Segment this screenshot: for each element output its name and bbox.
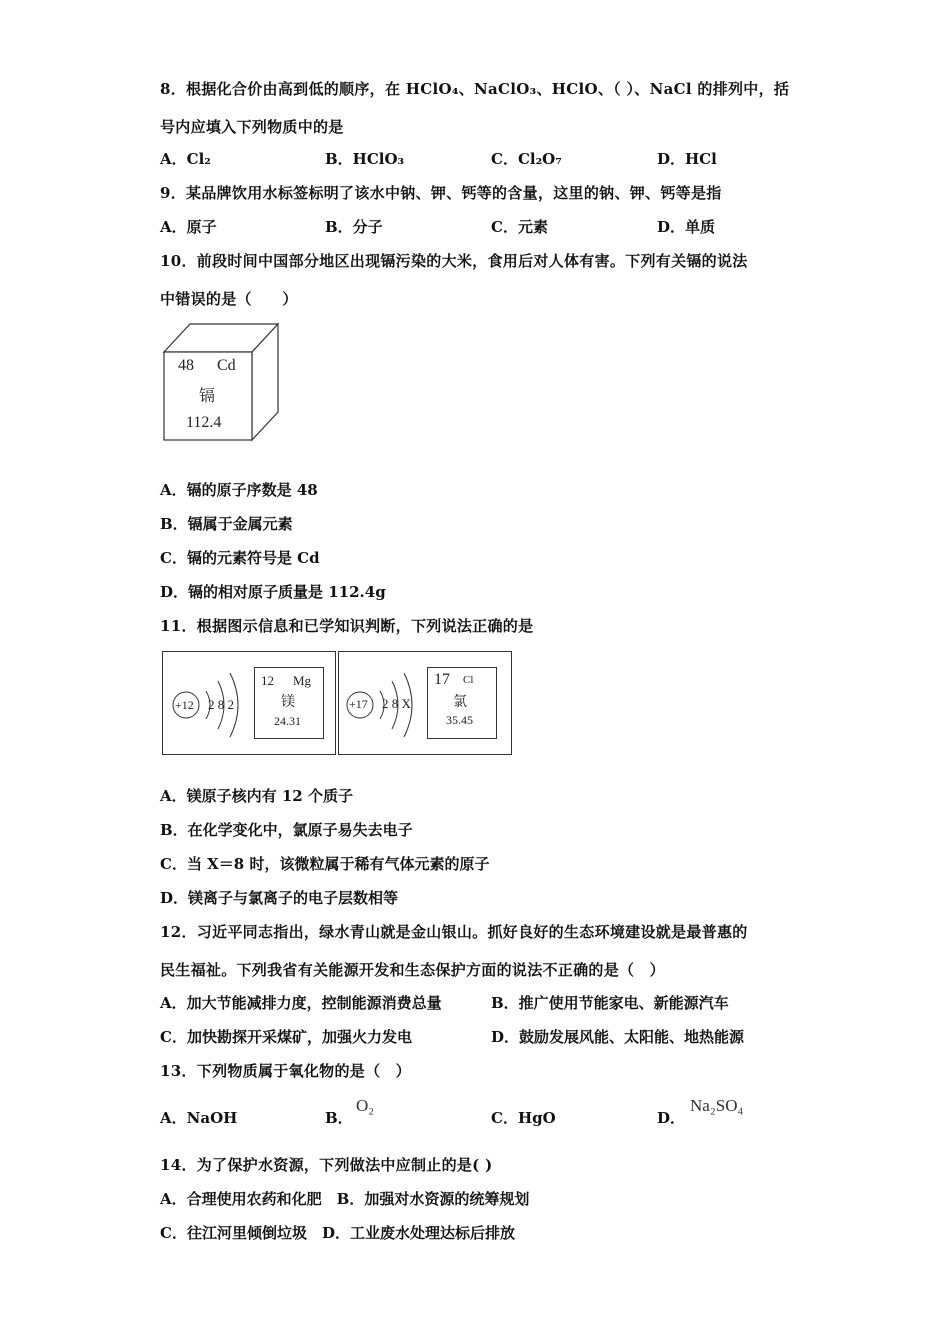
q11-option-a[interactable]: A．镁原子核内有 12 个质子 [160,787,353,805]
q11-option-d[interactable]: D．镁离子与氯离子的电子层数相等 [160,889,399,907]
q9-option-a[interactable]: A．原子 [160,218,217,236]
q10-stem-line2: 中错误的是（ ） [160,290,298,308]
mg-atomic-number: 12 [261,673,274,688]
cd-atomic-number: 48 [178,357,194,374]
cl-name: 氯 [453,695,467,710]
q10-option-d[interactable]: D．镉的相对原子质量是 112.4g [160,583,386,601]
q8-stem-line1: 8．根据化合价由高到低的顺序，在 HClO₄、NaClO₃、HClO、（ ）、NaCl 的排列中，括 [160,80,790,98]
q12-stem-line2: 民生福祉。下列我省有关能源开发和生态保护方面的说法不正确的是（ ） [160,961,665,979]
q10-stem-line1: 10．前段时间中国部分地区出现镉污染的大米，食用后对人体有害。下列有关镉的说法 [160,252,748,270]
q12-option-a[interactable]: A．加大节能减排力度，控制能源消费总量 [160,994,442,1012]
mg-nucleus-charge: +12 [175,698,194,712]
mg-name: 镁 [281,695,295,710]
q8-option-d[interactable]: D．HCl [657,150,717,168]
q9-option-d[interactable]: D．单质 [657,218,716,236]
q8-option-a[interactable]: A．Cl₂ [160,150,211,168]
cd-atomic-mass: 112.4 [186,414,222,431]
q11-stem: 11．根据图示信息和已学知识判断，下列说法正确的是 [160,617,534,635]
mg-symbol: Mg [293,673,312,688]
q13-formula-na2so4: Na₂SO₄ [690,1096,744,1115]
cl-atomic-mass: 35.45 [446,713,473,727]
q13-formula-o2: O₂ [356,1096,375,1115]
q12-option-c[interactable]: C．加快勘探开采煤矿，加强火力发电 [160,1028,412,1046]
q8-option-b[interactable]: B．HClO₃ [325,150,405,168]
q12-option-b[interactable]: B．推广使用节能家电、新能源汽车 [491,994,729,1012]
cl-nucleus-charge: +17 [349,697,368,711]
q14-stem: 14．为了保护水资源，下列做法中应制止的是( ) [160,1156,493,1174]
q8-stem-line2: 号内应填入下列物质中的是 [160,118,344,136]
q14-options-row1[interactable]: A．合理使用农药和化肥 B．加强对水资源的统筹规划 [160,1190,530,1208]
cl-atomic-number: 17 [434,671,450,688]
q9-stem: 9．某品牌饮用水标签标明了该水中钠、钾、钙等的含量，这里的钠、钾、钙等是指 [160,184,722,202]
q14-options-row2[interactable]: C．往江河里倾倒垃圾 D．工业废水处理达标后排放 [160,1224,515,1242]
cd-symbol: Cd [217,357,236,374]
q9-option-c[interactable]: C．元素 [491,218,548,236]
q8-option-c[interactable]: C．Cl₂O₇ [491,150,562,168]
q11-option-b[interactable]: B．在化学变化中，氯原子易失去电子 [160,821,413,839]
q13-option-b[interactable]: B． [325,1109,353,1127]
mg-electron-shells: 2 8 2 [208,697,234,712]
q11-option-c[interactable]: C．当 X＝8 时，该微粒属于稀有气体元素的原子 [160,855,490,873]
cl-symbol: Cl [463,674,474,686]
q10-option-c[interactable]: C．镉的元素符号是 Cd [160,549,320,567]
q10-option-b[interactable]: B．镉属于金属元素 [160,515,293,533]
cd-name: 镉 [199,388,216,405]
q12-stem-line1: 12．习近平同志指出，绿水青山就是金山银山。抓好良好的生态环境建设就是最普惠的 [160,923,748,941]
q10-option-a[interactable]: A．镉的原子序数是 48 [160,481,318,499]
q13-option-a[interactable]: A．NaOH [160,1109,238,1127]
cl-electron-shells: 2 8 X [382,696,411,711]
cadmium-element-tile [160,320,284,444]
q13-option-c[interactable]: C．HgO [491,1109,556,1127]
q12-option-d[interactable]: D．鼓励发展风能、太阳能、地热能源 [491,1028,745,1046]
q9-option-b[interactable]: B．分子 [325,218,383,236]
q13-option-d[interactable]: D． [657,1109,686,1127]
q13-stem: 13．下列物质属于氧化物的是（ ） [160,1062,411,1080]
mg-atomic-mass: 24.31 [274,714,301,728]
